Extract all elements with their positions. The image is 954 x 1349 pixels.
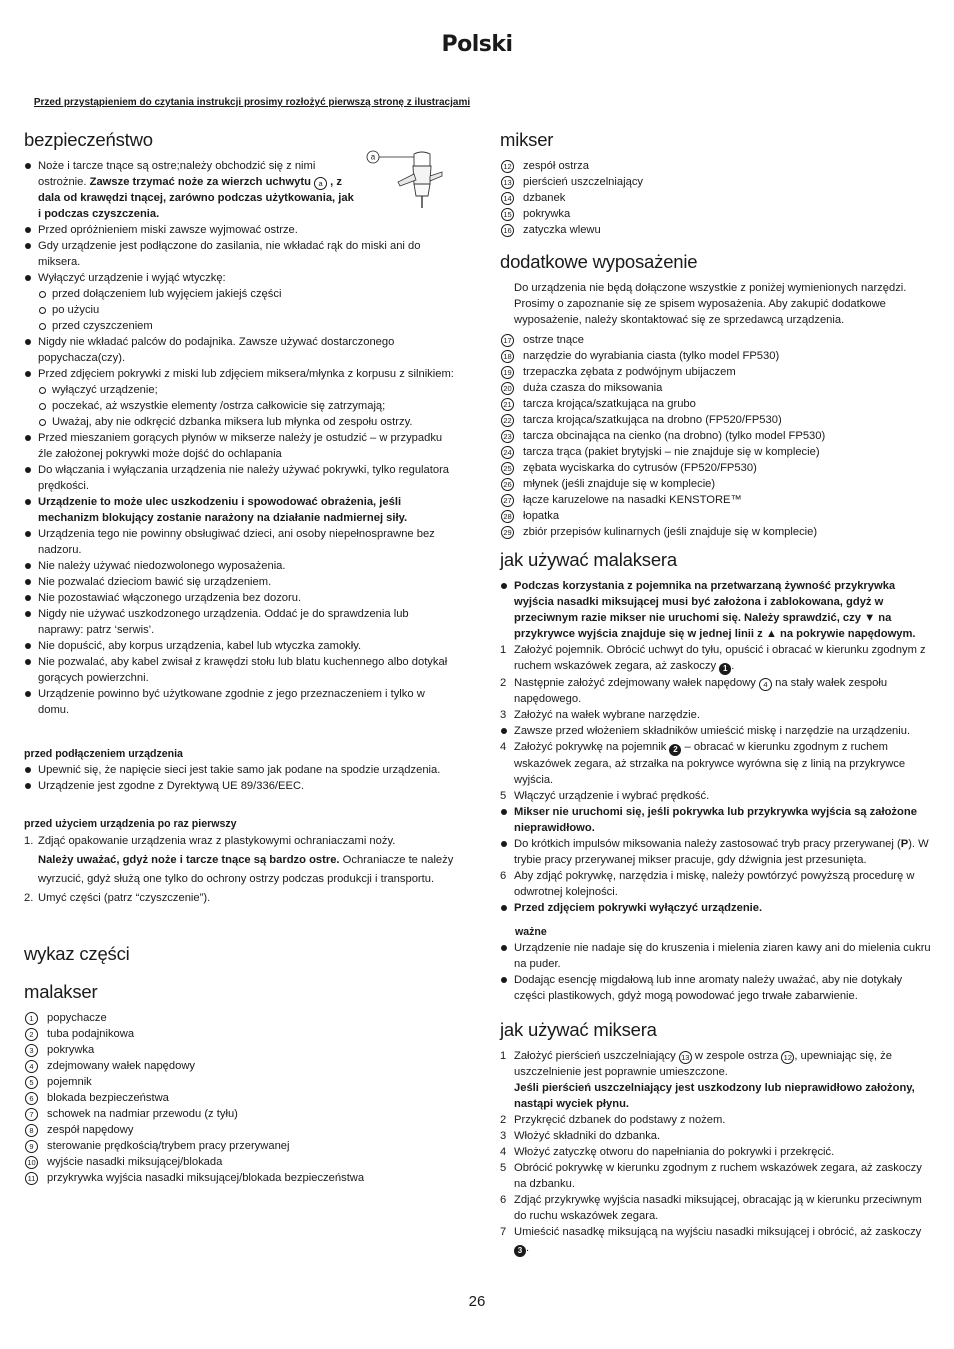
part-label: dzbanek	[523, 192, 566, 204]
step-text: , upewniając się, że uszczelnienie jest poprawnie umieszczone.	[514, 1050, 892, 1078]
list-item: Urządzenie jest zgodne z Dyrektywą UE 89/336/EEC.	[24, 778, 456, 794]
part-item	[24, 1026, 456, 1042]
left-column	[24, 128, 456, 1186]
down-arrow-icon: ▼	[864, 612, 876, 624]
safety-list	[24, 158, 456, 718]
list-item: Urządzenie to może ulec uszkodzeniu i spowodować obrażenia, jeśli mechanizm blokujący zostanie narażony na działanie nadmiernej siły.	[24, 494, 456, 526]
before-connect-list	[24, 762, 456, 794]
parts-heading: wykaz części	[24, 943, 130, 964]
step-number: 2	[500, 677, 507, 689]
part-item	[500, 444, 934, 460]
step-item	[500, 1144, 934, 1160]
list-item: Nigdy nie wkładać palców do podajnika. Zawsze używać dostarczonego popychacza(czy).	[24, 334, 456, 366]
ref-badge: 13	[679, 1051, 692, 1064]
step-text: Obrócić pokrywkę w kierunku zgodnym z ruchem wskazówek zegara, aż zaskoczy na dzbanku.	[514, 1162, 922, 1190]
part-item	[500, 158, 934, 174]
step-number: 6	[500, 1194, 507, 1206]
use-processor-heading: jak używać malaksera	[500, 549, 677, 570]
part-number-badge: 7	[25, 1108, 38, 1121]
ref-badge: 2	[669, 744, 681, 756]
part-item	[500, 222, 934, 238]
use-blender-section	[500, 1018, 934, 1257]
step-item	[500, 1224, 934, 1257]
step-text: Następnie założyć zdejmowany wałek napędowy	[514, 677, 760, 689]
list-item: Upewnić się, że napięcie sieci jest takie samo jak podane na spodzie urządzenia.	[24, 762, 456, 778]
accessories-heading: dodatkowe wyposażenie	[500, 251, 698, 272]
accessories-list	[500, 332, 934, 540]
step-number: 4	[500, 1146, 507, 1158]
step-bold: Należy uważać, gdyż noże i tarcze tnące są bardzo ostre.	[38, 854, 340, 866]
blade-illustration	[364, 148, 444, 214]
processor-instructions	[500, 723, 934, 739]
part-label: ostrze tnące	[523, 334, 584, 346]
step-number: 3	[500, 1130, 507, 1142]
part-label: zespół napędowy	[47, 1124, 134, 1136]
step-text: w zespole ostrza	[691, 1050, 782, 1062]
part-label: trzepaczka zębata z podwójnym ubijaczem	[523, 366, 736, 378]
step-text: na stały wałek zespołu napędowego.	[514, 677, 888, 705]
step-bold: Jeśli pierścień uszczelniający jest uszkodzony lub nieprawidłowo założony, nastąpi wyciek płynu.	[514, 1082, 915, 1110]
part-label: sterowanie prędkością/trybem pracy przerywanej	[47, 1140, 290, 1152]
part-item	[24, 1010, 456, 1026]
part-number-badge: 26	[501, 478, 514, 491]
part-number-badge: 15	[501, 208, 514, 221]
list-item: Przed zdjęciem pokrywki wyłączyć urządzenie.	[500, 900, 934, 916]
malakser-parts-list	[24, 1010, 456, 1186]
step-text: Zdjąć opakowanie urządzenia wraz z plastykowymi ochraniaczami noży.	[38, 835, 396, 847]
part-number-badge: 8	[25, 1124, 38, 1137]
part-item	[500, 428, 934, 444]
blender-steps	[500, 1048, 934, 1257]
part-number-badge: 13	[501, 176, 514, 189]
step-item	[24, 889, 456, 908]
step-item	[500, 707, 934, 723]
list-item: Nie pozwalać, aby kabel zwisał z krawędzi stołu lub blatu kuchennego albo dotykał gorących powierzchni.	[24, 654, 456, 686]
page-title: Polski	[441, 32, 513, 57]
step-number: 7	[500, 1226, 507, 1238]
part-item	[500, 380, 934, 396]
safety-bold: Zawsze trzymać noże za wierzch uchwytu	[89, 176, 315, 188]
part-item	[24, 1170, 456, 1186]
part-item	[24, 1154, 456, 1170]
step-number: 5	[500, 790, 507, 802]
processor-steps-b	[500, 739, 934, 804]
part-label: blokada bezpieczeństwa	[47, 1092, 169, 1104]
processor-steps-a	[500, 642, 934, 723]
list-item: Nigdy nie używać uszkodzonego urządzenia. Oddać je do sprawdzenia lub naprawy: patrz ‘serwis’.	[24, 606, 456, 638]
part-item	[500, 332, 934, 348]
part-label: przykrywka wyjścia nasadki miksującej/blokada bezpieczeństwa	[47, 1172, 365, 1184]
part-number-badge: 25	[501, 462, 514, 475]
part-number-badge: 4	[25, 1060, 38, 1073]
part-label: pokrywka	[47, 1044, 95, 1056]
list-item: Urządzenie nie nadaje się do kruszenia i mielenia ziaren kawy ani do mielenia cukru na puder.	[500, 940, 934, 972]
part-number-badge: 2	[25, 1028, 38, 1041]
safety-heading: bezpieczeństwo	[24, 129, 153, 150]
ref-badge: 4	[759, 678, 772, 691]
list-item: Do włączania i wyłączania urządzenia nie należy używać pokrywki, tylko regulatora prędkości.	[24, 462, 456, 494]
step-number: 1	[500, 1050, 507, 1062]
mikser-section	[500, 128, 934, 238]
safety-text: Przed zdjęciem pokrywki z miski lub zdjęciem miksera/młynka z korpusu z silnikiem:	[38, 368, 454, 380]
sub-item: przed czyszczeniem	[38, 318, 456, 334]
part-number-badge: 19	[501, 366, 514, 379]
list-item	[24, 366, 456, 430]
step-number: 2.	[24, 892, 34, 904]
part-label: młynek (jeśli znajduje się w komplecie)	[523, 478, 716, 490]
part-label: zdejmowany wałek napędowy	[47, 1060, 196, 1072]
part-label: tarcza obcinająca na cienko (na drobno) (tylko model FP530)	[523, 430, 826, 442]
list-item	[24, 270, 456, 334]
list-item: Nie pozostawiać włączonego urządzenia bez dozoru.	[24, 590, 456, 606]
step-text: .	[526, 1242, 530, 1254]
first-use-steps	[24, 832, 456, 908]
accessories-section	[500, 250, 934, 540]
part-label: wyjście nasadki miksującej/blokada	[47, 1156, 223, 1168]
part-number-badge: 10	[25, 1156, 38, 1169]
sub-list	[38, 286, 456, 334]
part-label: pokrywka	[523, 208, 571, 220]
part-item	[500, 206, 934, 222]
part-item	[500, 524, 934, 540]
before-connect-section	[24, 746, 456, 794]
part-label: duża czasza do miksowania	[523, 382, 663, 394]
list-item: Przed mieszaniem gorących płynów w mikserze należy je ostudzić – w przypadku źle założonej pokrywki może dojść do ochlapania	[24, 430, 456, 462]
list-item	[500, 578, 934, 642]
part-label: schowek na nadmiar przewodu (z tyłu)	[47, 1108, 238, 1120]
list-item: Mikser nie uruchomi się, jeśli pokrywka lub przykrywka wyjścia są założone nieprawidłowo.	[500, 804, 934, 836]
list-item: Nie należy używać niedozwolonego wyposażenia.	[24, 558, 456, 574]
step-number: 2	[500, 1114, 507, 1126]
part-label: tarcza krojąca/szatkująca na grubo	[523, 398, 696, 410]
step-number: 5	[500, 1162, 507, 1174]
list-item: Nie dopuścić, aby korpus urządzenia, kabel lub wtyczka zamokły.	[24, 638, 456, 654]
part-item	[500, 364, 934, 380]
intro-note: Przed przystąpieniem do czytania instrukcji prosimy rozłożyć pierwszą stronę z ilustracjami	[33, 97, 471, 108]
part-item	[500, 508, 934, 524]
step-text: Zdjąć przykrywkę wyjścia nasadki miksującej, obracając ją w kierunku przeciwnym do ruchu wskazówek zegara.	[514, 1194, 922, 1222]
step-text: .	[731, 660, 735, 672]
part-number-badge: 20	[501, 382, 514, 395]
processor-instructions	[500, 578, 934, 642]
figure-label: a	[370, 152, 376, 162]
step-text: Założyć pokrywkę na pojemnik	[514, 741, 670, 753]
step-number: 1.	[24, 835, 34, 847]
part-number-badge: 29	[501, 526, 514, 539]
part-item	[500, 412, 934, 428]
step-text: Umieścić nasadkę miksującą na wyjściu nasadki miksującej i obrócić, aż zaskoczy	[514, 1226, 922, 1238]
malakser-heading: malakser	[24, 981, 98, 1002]
part-label: tarcza krojąca/szatkująca na drobno (FP520/FP530)	[523, 414, 782, 426]
use-blender-heading: jak używać miksera	[500, 1019, 657, 1040]
part-item	[500, 476, 934, 492]
processor-instructions	[500, 900, 934, 916]
step-item	[500, 1128, 934, 1144]
part-number-badge: 5	[25, 1076, 38, 1089]
step-text: Włożyć składniki do dzbanka.	[514, 1130, 661, 1142]
part-number-badge: 18	[501, 350, 514, 363]
part-label: zatyczka wlewu	[523, 224, 601, 236]
sub-item: wyłączyć urządzenie;	[38, 382, 456, 398]
mikser-heading: mikser	[500, 129, 554, 150]
step-item	[500, 1192, 934, 1224]
part-number-badge: 21	[501, 398, 514, 411]
ref-badge: 12	[781, 1051, 794, 1064]
mikser-parts-list	[500, 158, 934, 238]
part-number-badge: 27	[501, 494, 514, 507]
up-arrow-icon: ▲	[765, 628, 777, 640]
safety-bold: , z dala od krawędzi tnącej, zarówno podczas użytkowania, jak i podczas czyszczenia.	[38, 176, 354, 220]
part-number-badge: 14	[501, 192, 514, 205]
part-label: pierścień uszczelniający	[523, 176, 644, 188]
step-text: Włożyć zatyczkę otworu do napełniania do pokrywki i przekręcić.	[514, 1146, 835, 1158]
part-number-badge: 11	[25, 1172, 38, 1185]
step-text: Włączyć urządzenie i wybrać prędkość.	[514, 790, 710, 802]
pulse-label: P	[900, 838, 909, 850]
step-item	[500, 788, 934, 804]
list-item: Nie pozwalać dzieciom bawić się urządzeniem.	[24, 574, 456, 590]
part-label: łopatka	[523, 510, 560, 522]
instruction-text: na przykrywce wyjścia znajduje się w jednej linii z	[514, 612, 892, 640]
part-item	[500, 460, 934, 476]
step-item	[500, 675, 934, 707]
sub-item: po użyciu	[38, 302, 456, 318]
processor-instructions	[500, 804, 934, 868]
processor-steps-c	[500, 868, 934, 900]
part-number-badge: 22	[501, 414, 514, 427]
ref-badge: a	[314, 177, 327, 190]
sub-item: przed dołączeniem lub wyjęciem jakiejś części	[38, 286, 456, 302]
step-item	[500, 1048, 934, 1112]
part-item	[500, 348, 934, 364]
part-item	[500, 492, 934, 508]
part-item	[500, 396, 934, 412]
part-number-badge: 23	[501, 430, 514, 443]
first-use-section	[24, 816, 456, 908]
part-item	[24, 1042, 456, 1058]
important-list	[500, 940, 934, 1004]
part-number-badge: 9	[25, 1140, 38, 1153]
part-label: tuba podajnikowa	[47, 1028, 135, 1040]
part-number-badge: 24	[501, 446, 514, 459]
malakser-section	[24, 980, 456, 1186]
part-item	[24, 1074, 456, 1090]
part-number-badge: 3	[25, 1044, 38, 1057]
use-processor-section	[500, 548, 934, 1004]
page-number: 26	[468, 1293, 486, 1310]
before-connect-heading: przed podłączeniem urządzenia	[24, 748, 183, 760]
step-text: Umyć części (patrz “czyszczenie”).	[38, 892, 211, 904]
first-use-heading: przed użyciem urządzenia po raz pierwszy	[24, 818, 237, 830]
step-number: 6	[500, 870, 507, 882]
right-column	[500, 128, 934, 1257]
part-item	[24, 1058, 456, 1074]
step-number: 1	[500, 644, 507, 656]
accessories-intro: Do urządzenia nie będą dołączone wszystkie z poniżej wymienionych narzędzi. Prosimy o zapoznanie się ze spisem wyposażenia. Aby zakupić dodatkowe wyposażenie, należy skontaktować się ze sprzedawcą urządzenia.	[514, 282, 907, 326]
step-text: Założyć na wałek wybrane narzędzie.	[514, 709, 700, 721]
important-heading: ważne	[515, 926, 547, 938]
instruction-text: ). W trybie pracy przerywanej mikser pracuje, gdy dźwignia jest przesunięta.	[514, 838, 929, 866]
list-item: Urządzenie powinno być użytkowane zgodnie z jego przeznaczeniem i tylko w domu.	[24, 686, 456, 718]
sub-list	[38, 382, 456, 430]
instruction-text: Do krótkich impulsów miksowania należy zastosować tryb pracy przerywanej (	[514, 838, 901, 850]
sub-item: Uważaj, aby nie odkręcić dzbanka miksera lub młynka od zespołu ostrzy.	[38, 414, 456, 430]
part-item	[500, 190, 934, 206]
part-item	[24, 1138, 456, 1154]
ref-badge: 1	[719, 663, 731, 675]
part-number-badge: 28	[501, 510, 514, 523]
sub-item: poczekać, aż wszystkie elementy /ostrza całkowicie się zatrzymają;	[38, 398, 456, 414]
list-item: Dodając esencję migdałową lub inne aromaty należy uważać, aby nie dotykały części plastikowych, gdyż mogą powodować jego trwałe zabarwienie.	[500, 972, 934, 1004]
part-label: łącze karuzelowe na nasadki KENSTORE™	[523, 494, 742, 506]
part-number-badge: 16	[501, 224, 514, 237]
safety-text: Noże i tarcze tnące są ostre;należy obchodzić się z nimi ostrożnie.	[38, 160, 316, 188]
part-label: pojemnik	[47, 1076, 92, 1088]
step-item	[500, 1112, 934, 1128]
list-item: Przed opróżnieniem miski zawsze wyjmować ostrze.	[24, 222, 456, 238]
part-item	[24, 1090, 456, 1106]
safety-text: Wyłączyć urządzenie i wyjąć wtyczkę:	[38, 272, 226, 284]
part-number-badge: 6	[25, 1092, 38, 1105]
part-item	[500, 174, 934, 190]
list-item	[500, 836, 934, 868]
part-label: narzędzie do wyrabiania ciasta (tylko model FP530)	[523, 350, 780, 362]
step-number: 4	[500, 741, 507, 753]
step-number: 3	[500, 709, 507, 721]
step-item	[500, 642, 934, 675]
step-text: – obracać w kierunku zgodnym z ruchem wskazówek zegara, aż strzałka na pokrywce wyrówna się z linią na przykrywce wyjścia.	[514, 741, 906, 786]
part-number-badge: 17	[501, 334, 514, 347]
step-item	[24, 832, 456, 889]
step-item	[500, 739, 934, 788]
part-number-badge: 1	[25, 1012, 38, 1025]
list-item: Zawsze przed włożeniem składników umieścić miskę i narzędzie na urządzeniu.	[500, 723, 934, 739]
ref-badge: 3	[514, 1245, 526, 1257]
step-item	[500, 1160, 934, 1192]
part-item	[24, 1106, 456, 1122]
step-text: Przykręcić dzbanek do podstawy z nożem.	[514, 1114, 726, 1126]
step-text: Założyć pierścień uszczelniający	[514, 1050, 679, 1062]
part-item	[24, 1122, 456, 1138]
part-label: tarcza trąca (pakiet brytyjski – nie znajduje się w komplecie)	[523, 446, 820, 458]
step-item	[500, 868, 934, 900]
part-label: zębata wyciskarka do cytrusów (FP520/FP530)	[523, 462, 757, 474]
step-text: Ochraniacze te należy wyrzucić, gdyż służą one tylko do ochrony ostrzy podczas produkcji i transportu.	[38, 854, 454, 885]
part-label: zbiór przepisów kulinarnych (jeśli znajduje się w komplecie)	[523, 526, 818, 538]
instruction-text: Podczas korzystania z pojemnika na przetwarzaną żywność przykrywka wyjścia nasadki miksującej musi być założona i zablokowana, gdyż w przeciwnym razie mikser nie uruchomi się. Należy sprawdzić, czy	[514, 580, 896, 624]
instruction-text: na pokrywie napędowym.	[776, 628, 916, 640]
safety-section	[24, 128, 456, 718]
part-label: popychacze	[47, 1012, 107, 1024]
list-item: Gdy urządzenie jest podłączone do zasilania, nie wkładać rąk do miski ani do miksera.	[24, 238, 456, 270]
step-text: Aby zdjąć pokrywkę, narzędzia i miskę, należy powtórzyć powyższą procedurę w odwrotnej kolejności.	[514, 870, 915, 898]
part-label: zespół ostrza	[523, 160, 589, 172]
step-text: Założyć pojemnik. Obrócić uchwyt do tyłu, opuścić i obracać w kierunku zgodnym z ruchem wskazówek zegara, aż zaskoczy	[514, 644, 926, 672]
part-number-badge: 12	[501, 160, 514, 173]
list-item: Urządzenia tego nie powinny obsługiwać dzieci, ani osoby niepełnosprawne bez nadzoru.	[24, 526, 456, 558]
